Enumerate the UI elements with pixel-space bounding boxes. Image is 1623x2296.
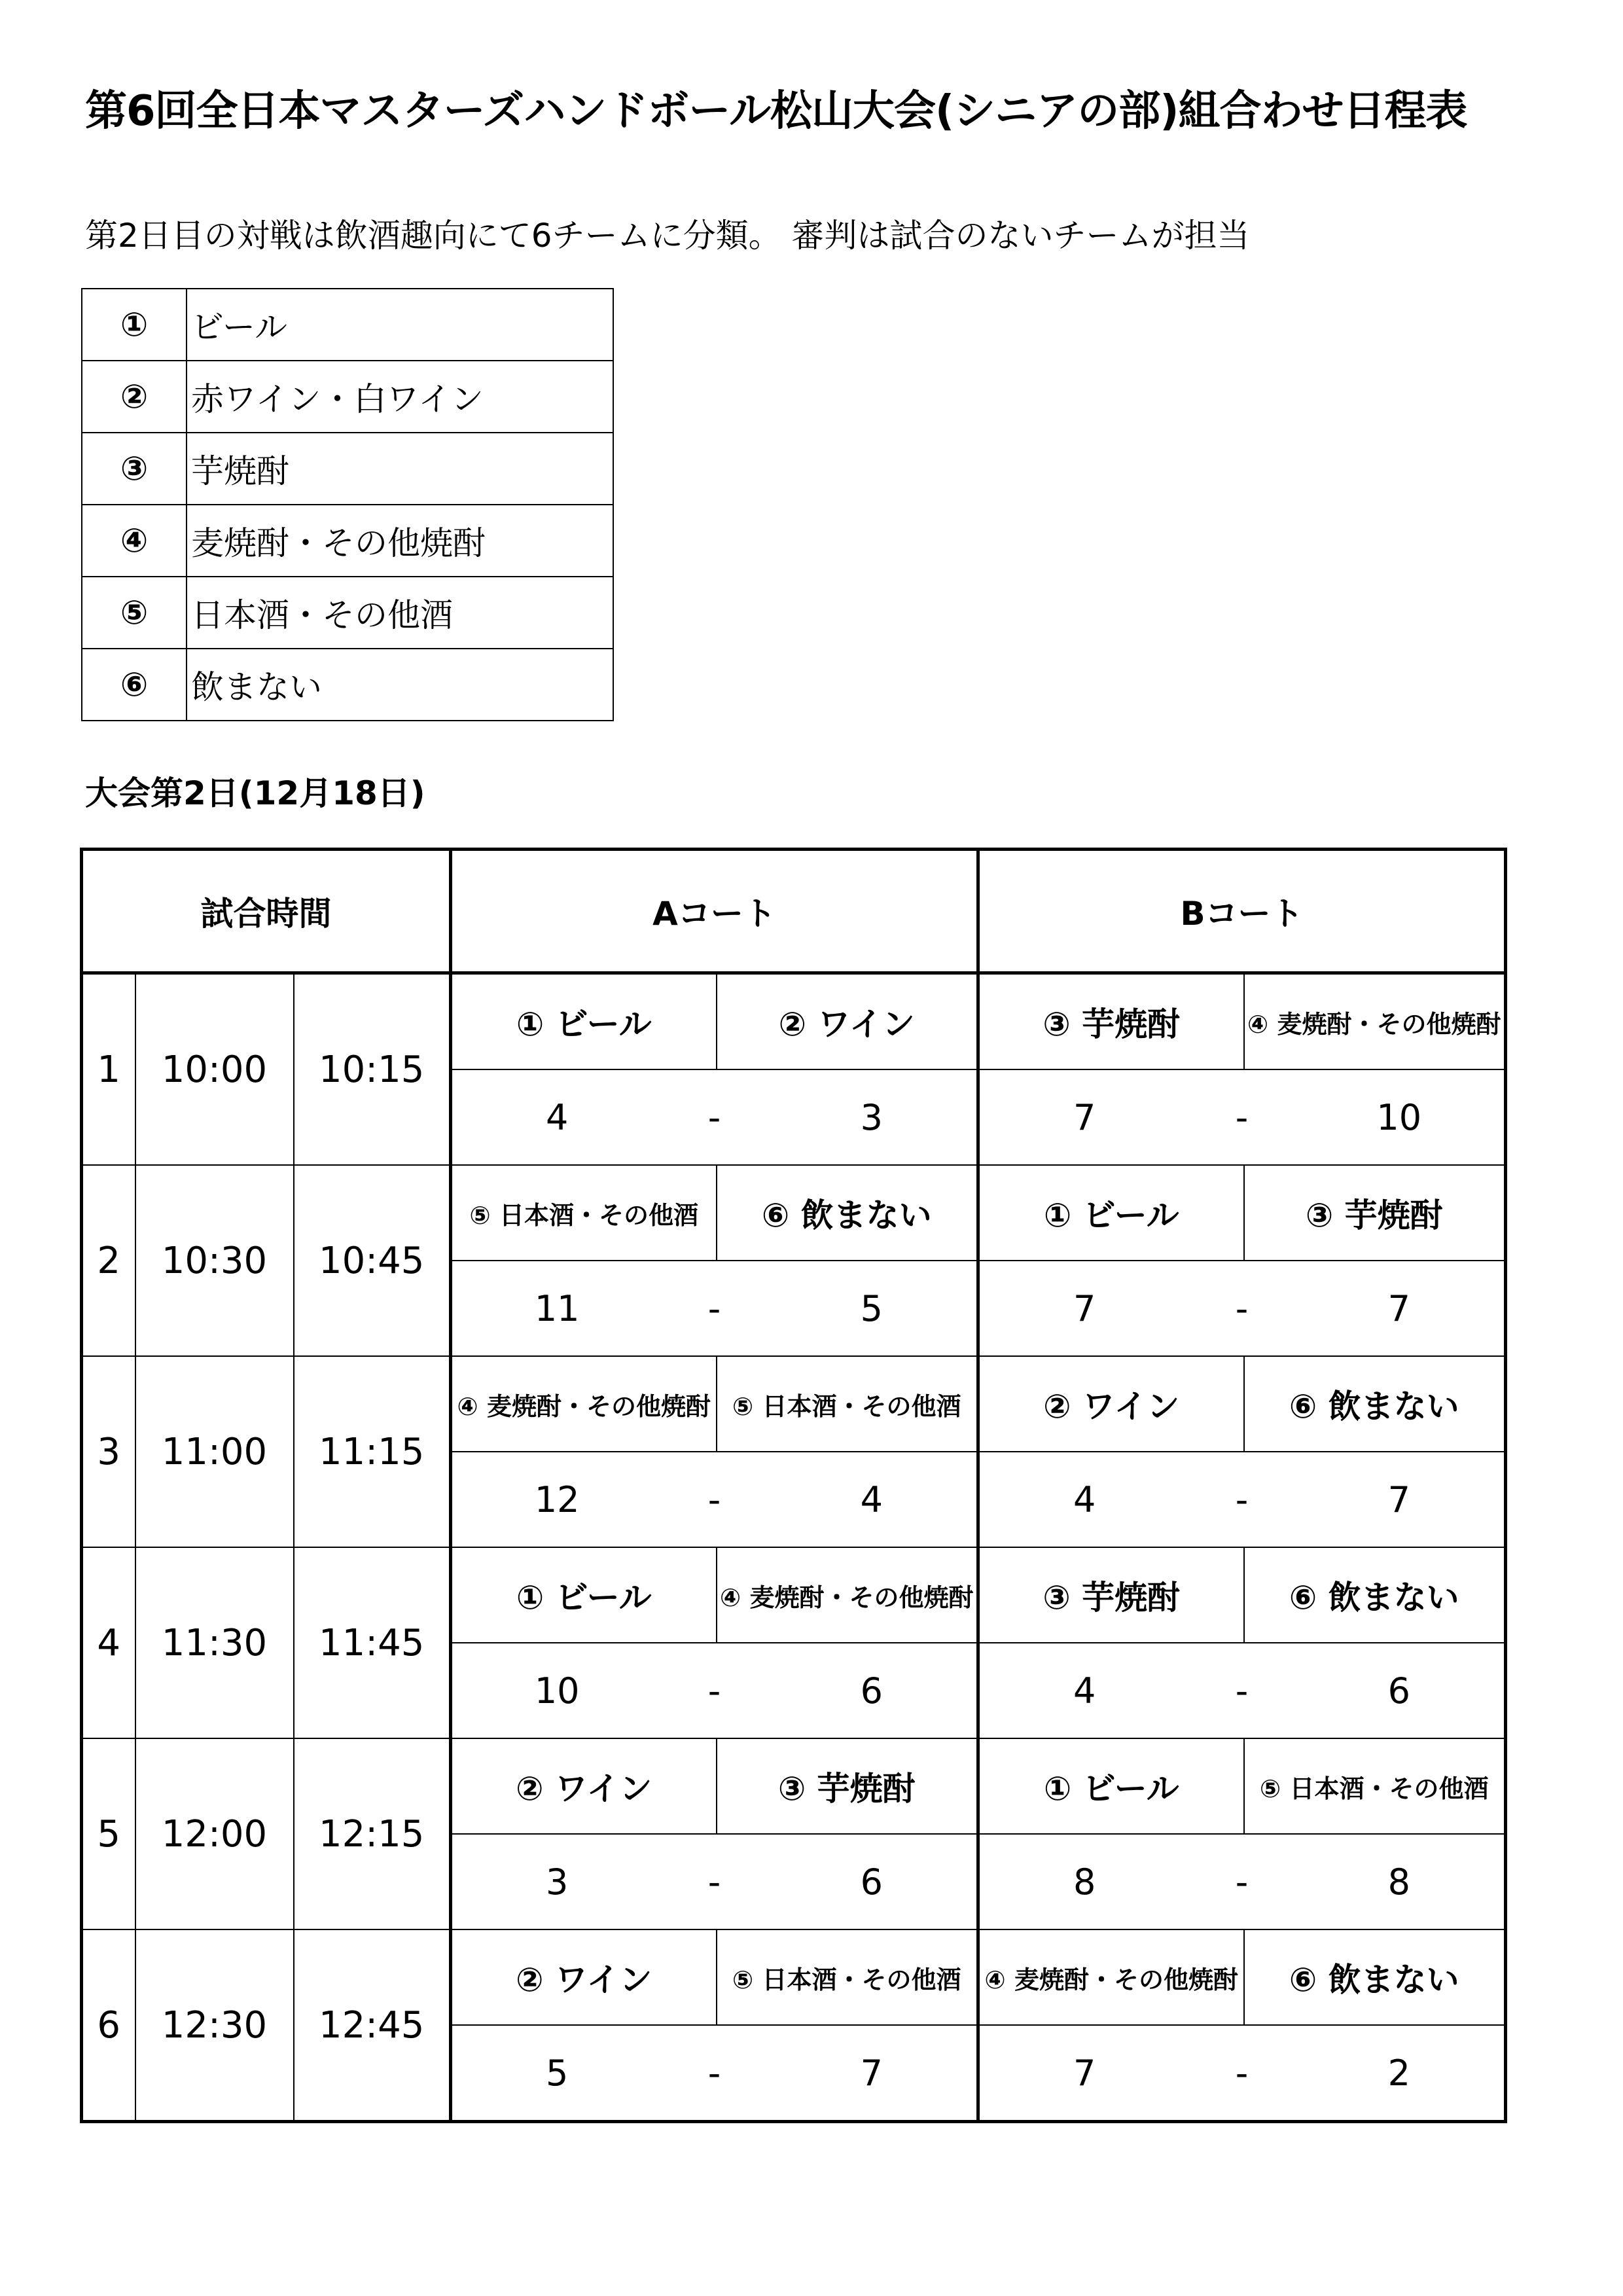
score-dash: - bbox=[1235, 2052, 1249, 2094]
legend-label: 飲まない bbox=[187, 649, 613, 721]
score-line bbox=[452, 2026, 976, 2120]
team-name-cell: ② ワイン bbox=[451, 1738, 717, 1834]
score-home: 11 bbox=[534, 1287, 580, 1329]
score-away: 6 bbox=[1387, 1670, 1410, 1712]
team-name-cell: ⑤ 日本酒・その他酒 bbox=[1244, 1738, 1506, 1834]
score-dash: - bbox=[707, 1287, 721, 1329]
team-name-cell: ④ 麦焼酎・その他焼酎 bbox=[451, 1356, 717, 1452]
score-dash: - bbox=[707, 2052, 721, 2094]
score-dash: - bbox=[1235, 1479, 1249, 1520]
score-away: 8 bbox=[1387, 1861, 1410, 1903]
score-away: 6 bbox=[860, 1670, 883, 1712]
team-name-cell: ④ 麦焼酎・その他焼酎 bbox=[978, 1929, 1244, 2025]
score-cell-a bbox=[451, 2025, 978, 2122]
score-cell-a bbox=[451, 1834, 978, 1929]
score-cell-a bbox=[451, 1069, 978, 1165]
team-name-cell: ⑤ 日本酒・その他酒 bbox=[451, 1165, 717, 1261]
score-home: 10 bbox=[534, 1670, 580, 1712]
legend-label: 麦焼酎・その他焼酎 bbox=[187, 505, 613, 577]
score-dash: - bbox=[707, 1670, 721, 1712]
match-number: 3 bbox=[82, 1356, 135, 1547]
team-name-cell: ② ワイン bbox=[717, 973, 978, 1070]
team-name-cell: ① ビール bbox=[978, 1738, 1244, 1834]
legend-label: 芋焼酎 bbox=[187, 433, 613, 505]
score-cell-a bbox=[451, 1452, 978, 1547]
score-away: 6 bbox=[860, 1861, 883, 1903]
score-line bbox=[452, 1643, 976, 1738]
score-home: 7 bbox=[1073, 2052, 1096, 2094]
header-court-a: Aコート bbox=[451, 850, 978, 973]
score-line bbox=[452, 1261, 976, 1355]
match-number: 4 bbox=[82, 1547, 135, 1738]
schedule-header-row bbox=[82, 850, 1506, 973]
score-home: 4 bbox=[1073, 1479, 1096, 1520]
team-name-cell: ③ 芋焼酎 bbox=[1244, 1165, 1506, 1261]
legend-label: 日本酒・その他酒 bbox=[187, 577, 613, 649]
team-name-cell: ③ 芋焼酎 bbox=[717, 1738, 978, 1834]
score-home: 4 bbox=[1073, 1670, 1096, 1712]
score-line bbox=[980, 1835, 1504, 1929]
legend-row bbox=[82, 361, 613, 433]
match-team-row bbox=[82, 1356, 1506, 1452]
score-home: 8 bbox=[1073, 1861, 1096, 1903]
legend-number: ⑤ bbox=[82, 577, 187, 649]
score-dash: - bbox=[707, 1861, 721, 1903]
score-away: 7 bbox=[860, 2052, 883, 2094]
team-name-cell: ④ 麦焼酎・その他焼酎 bbox=[717, 1547, 978, 1643]
score-away: 10 bbox=[1376, 1096, 1422, 1138]
score-line bbox=[980, 1643, 1504, 1738]
score-cell-b bbox=[978, 1069, 1506, 1165]
score-home: 3 bbox=[546, 1861, 569, 1903]
score-line bbox=[452, 1835, 976, 1929]
score-home: 7 bbox=[1073, 1096, 1096, 1138]
legend-row bbox=[82, 505, 613, 577]
score-away: 7 bbox=[1387, 1287, 1410, 1329]
team-name-cell: ⑥ 飲まない bbox=[717, 1165, 978, 1261]
legend-row bbox=[82, 649, 613, 721]
team-name-cell: ⑥ 飲まない bbox=[1244, 1356, 1506, 1452]
score-away: 7 bbox=[1387, 1479, 1410, 1520]
legend-number: ④ bbox=[82, 505, 187, 577]
score-line bbox=[980, 1070, 1504, 1164]
match-number: 2 bbox=[82, 1165, 135, 1356]
team-name-cell: ⑥ 飲まない bbox=[1244, 1929, 1506, 2025]
score-home: 7 bbox=[1073, 1287, 1096, 1329]
score-dash: - bbox=[1235, 1861, 1249, 1903]
team-name-cell: ⑤ 日本酒・その他酒 bbox=[717, 1356, 978, 1452]
match-end-time: 12:45 bbox=[294, 1929, 451, 2122]
match-start-time: 10:30 bbox=[135, 1165, 294, 1356]
match-start-time: 12:00 bbox=[135, 1738, 294, 1929]
score-home: 5 bbox=[546, 2052, 569, 2094]
team-name-cell: ③ 芋焼酎 bbox=[978, 1547, 1244, 1643]
score-cell-a bbox=[451, 1261, 978, 1356]
score-line bbox=[980, 1261, 1504, 1355]
match-team-row bbox=[82, 973, 1506, 1070]
match-team-row bbox=[82, 1738, 1506, 1834]
day-label: 大会第2日(12月18日) bbox=[85, 774, 425, 812]
match-team-row bbox=[82, 1547, 1506, 1643]
score-cell-a bbox=[451, 1643, 978, 1738]
match-number: 1 bbox=[82, 973, 135, 1166]
score-away: 2 bbox=[1387, 2052, 1410, 2094]
team-name-cell: ② ワイン bbox=[978, 1356, 1244, 1452]
legend-label: 赤ワイン・白ワイン bbox=[187, 361, 613, 433]
score-home: 12 bbox=[534, 1479, 580, 1520]
match-end-time: 10:15 bbox=[294, 973, 451, 1166]
team-name-cell: ⑥ 飲まない bbox=[1244, 1547, 1506, 1643]
match-end-time: 12:15 bbox=[294, 1738, 451, 1929]
score-dash: - bbox=[1235, 1096, 1249, 1138]
legend-number: ⑥ bbox=[82, 649, 187, 721]
score-cell-b bbox=[978, 1643, 1506, 1738]
score-cell-b bbox=[978, 1452, 1506, 1547]
category-legend bbox=[81, 288, 614, 721]
match-end-time: 11:45 bbox=[294, 1547, 451, 1738]
match-start-time: 12:30 bbox=[135, 1929, 294, 2122]
score-away: 3 bbox=[860, 1096, 883, 1138]
header-time: 試合時間 bbox=[82, 850, 451, 973]
score-cell-b bbox=[978, 2025, 1506, 2122]
legend-number: ① bbox=[82, 289, 187, 361]
score-line bbox=[980, 1452, 1504, 1547]
score-line bbox=[452, 1452, 976, 1547]
legend-row bbox=[82, 433, 613, 505]
score-dash: - bbox=[707, 1096, 721, 1138]
score-line bbox=[452, 1070, 976, 1164]
match-number: 6 bbox=[82, 1929, 135, 2122]
match-end-time: 10:45 bbox=[294, 1165, 451, 1356]
score-home: 4 bbox=[546, 1096, 569, 1138]
score-cell-b bbox=[978, 1261, 1506, 1356]
match-start-time: 10:00 bbox=[135, 973, 294, 1166]
match-team-row bbox=[82, 1165, 1506, 1261]
team-name-cell: ① ビール bbox=[451, 1547, 717, 1643]
team-name-cell: ① ビール bbox=[978, 1165, 1244, 1261]
score-dash: - bbox=[1235, 1670, 1249, 1712]
legend-number: ③ bbox=[82, 433, 187, 505]
team-name-cell: ① ビール bbox=[451, 973, 717, 1070]
match-number: 5 bbox=[82, 1738, 135, 1929]
legend-row bbox=[82, 289, 613, 361]
score-away: 5 bbox=[860, 1287, 883, 1329]
team-name-cell: ④ 麦焼酎・その他焼酎 bbox=[1244, 973, 1506, 1070]
legend-label: ビール bbox=[187, 289, 613, 361]
score-line bbox=[980, 2026, 1504, 2120]
match-start-time: 11:00 bbox=[135, 1356, 294, 1547]
team-name-cell: ② ワイン bbox=[451, 1929, 717, 2025]
legend-row bbox=[82, 577, 613, 649]
score-dash: - bbox=[1235, 1287, 1249, 1329]
team-name-cell: ③ 芋焼酎 bbox=[978, 973, 1244, 1070]
match-start-time: 11:30 bbox=[135, 1547, 294, 1738]
score-away: 4 bbox=[860, 1479, 883, 1520]
page-title: 第6回全日本マスターズハンドボール松山大会(シニアの部)組合わせ日程表 bbox=[85, 87, 1467, 135]
instruction-note: 第2日目の対戦は飲酒趣向にて6チームに分類。 審判は試合のないチームが担当 bbox=[85, 217, 1250, 255]
match-end-time: 11:15 bbox=[294, 1356, 451, 1547]
header-court-b: Bコート bbox=[978, 850, 1506, 973]
schedule-table bbox=[80, 848, 1507, 2123]
score-cell-b bbox=[978, 1834, 1506, 1929]
score-dash: - bbox=[707, 1479, 721, 1520]
legend-number: ② bbox=[82, 361, 187, 433]
team-name-cell: ⑤ 日本酒・その他酒 bbox=[717, 1929, 978, 2025]
match-team-row bbox=[82, 1929, 1506, 2025]
